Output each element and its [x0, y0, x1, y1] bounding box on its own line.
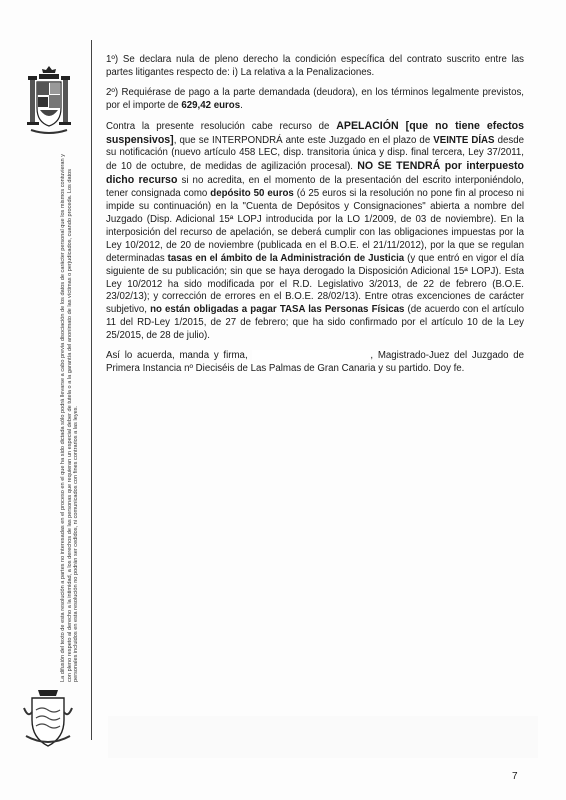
p3-g: (de acuerdo con el artículo 11 del RD-Ley 1/2015, de 27 de febrero; que ha sido confirmado por el artículo 10 de la Ley 25/2015, de 28 de julio).: [106, 304, 524, 342]
redacted-footer-block: [108, 716, 538, 758]
canarias-coat-of-arms-seal: [22, 688, 74, 752]
page-number: 7: [512, 771, 518, 782]
appeal-type: APELACIÓN [que no tiene efectos suspensivos]: [106, 119, 524, 146]
paragraph-nullity: [106, 54, 524, 80]
paragraph-payment: [106, 87, 524, 113]
resolution-body: [106, 54, 524, 383]
p1-text: 1º) Se declara nula de pleno derecho la condición específica del contrato suscrito entre las partes litigantes respecto de: i) La relativa a la Penalizaciones.: [106, 54, 524, 78]
p3-f: (y que entró en vigor el día siguiente de su publicación; sin que se haya derogado la Disposición Adicional 15ª LOPJ). Esta Ley 10/2012 ha sido modificada por el R.D. Legislativo 3/2013, de 22 de febrero (B.O.E. 23/02/13); y corrección de errores en el B.O.E. 28/02/13). Entre otras excenciones de carácter subjetivo,: [106, 252, 525, 316]
fee-exemption: no están obligadas a pagar TASA las Personas Físicas: [150, 304, 405, 316]
paragraph-appeal: [106, 120, 524, 343]
not-filed-warning: NO SE TENDRÁ por interpuesto dicho recurso: [106, 160, 524, 187]
p3-a: Contra la presente resolución cabe recurso de: [106, 120, 337, 132]
deposit-amount: depósito 50 euros: [210, 188, 294, 200]
amount-owed: 629,42 euros: [181, 99, 241, 111]
p3-d: si no acredita, en el momento de la presentación del escrito interponiéndolo, tener consignada como: [106, 175, 524, 200]
p4-a: Así lo acuerda, manda y firma,: [106, 350, 253, 362]
p3-e: (ó 25 euros si la resolución no pone fin al proceso ni impide su continuación) en la "Cuenta de Depósitos y Consignaciones" abierta a nombre del Juzgado (Disp. Adicional 15ª LOPJ introducida por la LO 1/2009, de 03 de noviembre). En la interposición del recurso de apelación, se deberá cumplir con las obligaciones impuestas por la Ley 10/2012, de 20 de noviembre (publicada en el B.O.E. el 21/11/2012), por la que se regulan determinadas: [106, 188, 525, 264]
p2-text: 2º) Requiérase de pago a la parte demandada (deudora), en los términos legalmente previstos, por el importe de: [106, 86, 524, 111]
appeal-deadline: VEINTE DÍAS: [433, 134, 495, 146]
paragraph-signature: [106, 350, 524, 376]
margin-rule: [91, 40, 92, 740]
p3-b: , que se INTERPONDRÁ ante este Juzgado en el plazo de: [173, 134, 434, 146]
fees-reference: tasas en el ámbito de la Administración de Justicia: [167, 252, 405, 264]
p2-end: .: [240, 99, 243, 111]
p3-c: desde su notificación (nuevo artículo 458 LEC, disp. transitoria única y disp. final tercera, Ley 37/2011, de 10 de octubre, de medidas de agilización procesal).: [106, 134, 525, 173]
redacted-judge-name: [252, 350, 370, 360]
p4-b: , Magistrado-Juez del Juzgado de Primera Instancia nº Dieciséis de Las Palmas de Gran Canaria y su partido. Doy fe.: [106, 350, 524, 374]
privacy-notice-vertical: La difusión del texto de esta resolución a partes no interesadas en el proceso en el que ha sido dictada sólo podrá llevarse a cabo previa disociación de los datos de carácter personal que los mismos contuvieran y con pleno respeto al derecho a la intimidad, a los derechos de las personas que requieran un especial deber de tutela o a la garantía del anonimato de las víctimas o perjudicados, cuando proceda. Los datos personales incluidos en esta resolución no podrán ser cedidos, ni comunicados con fines contrarios a las leyes.: [60, 154, 80, 682]
